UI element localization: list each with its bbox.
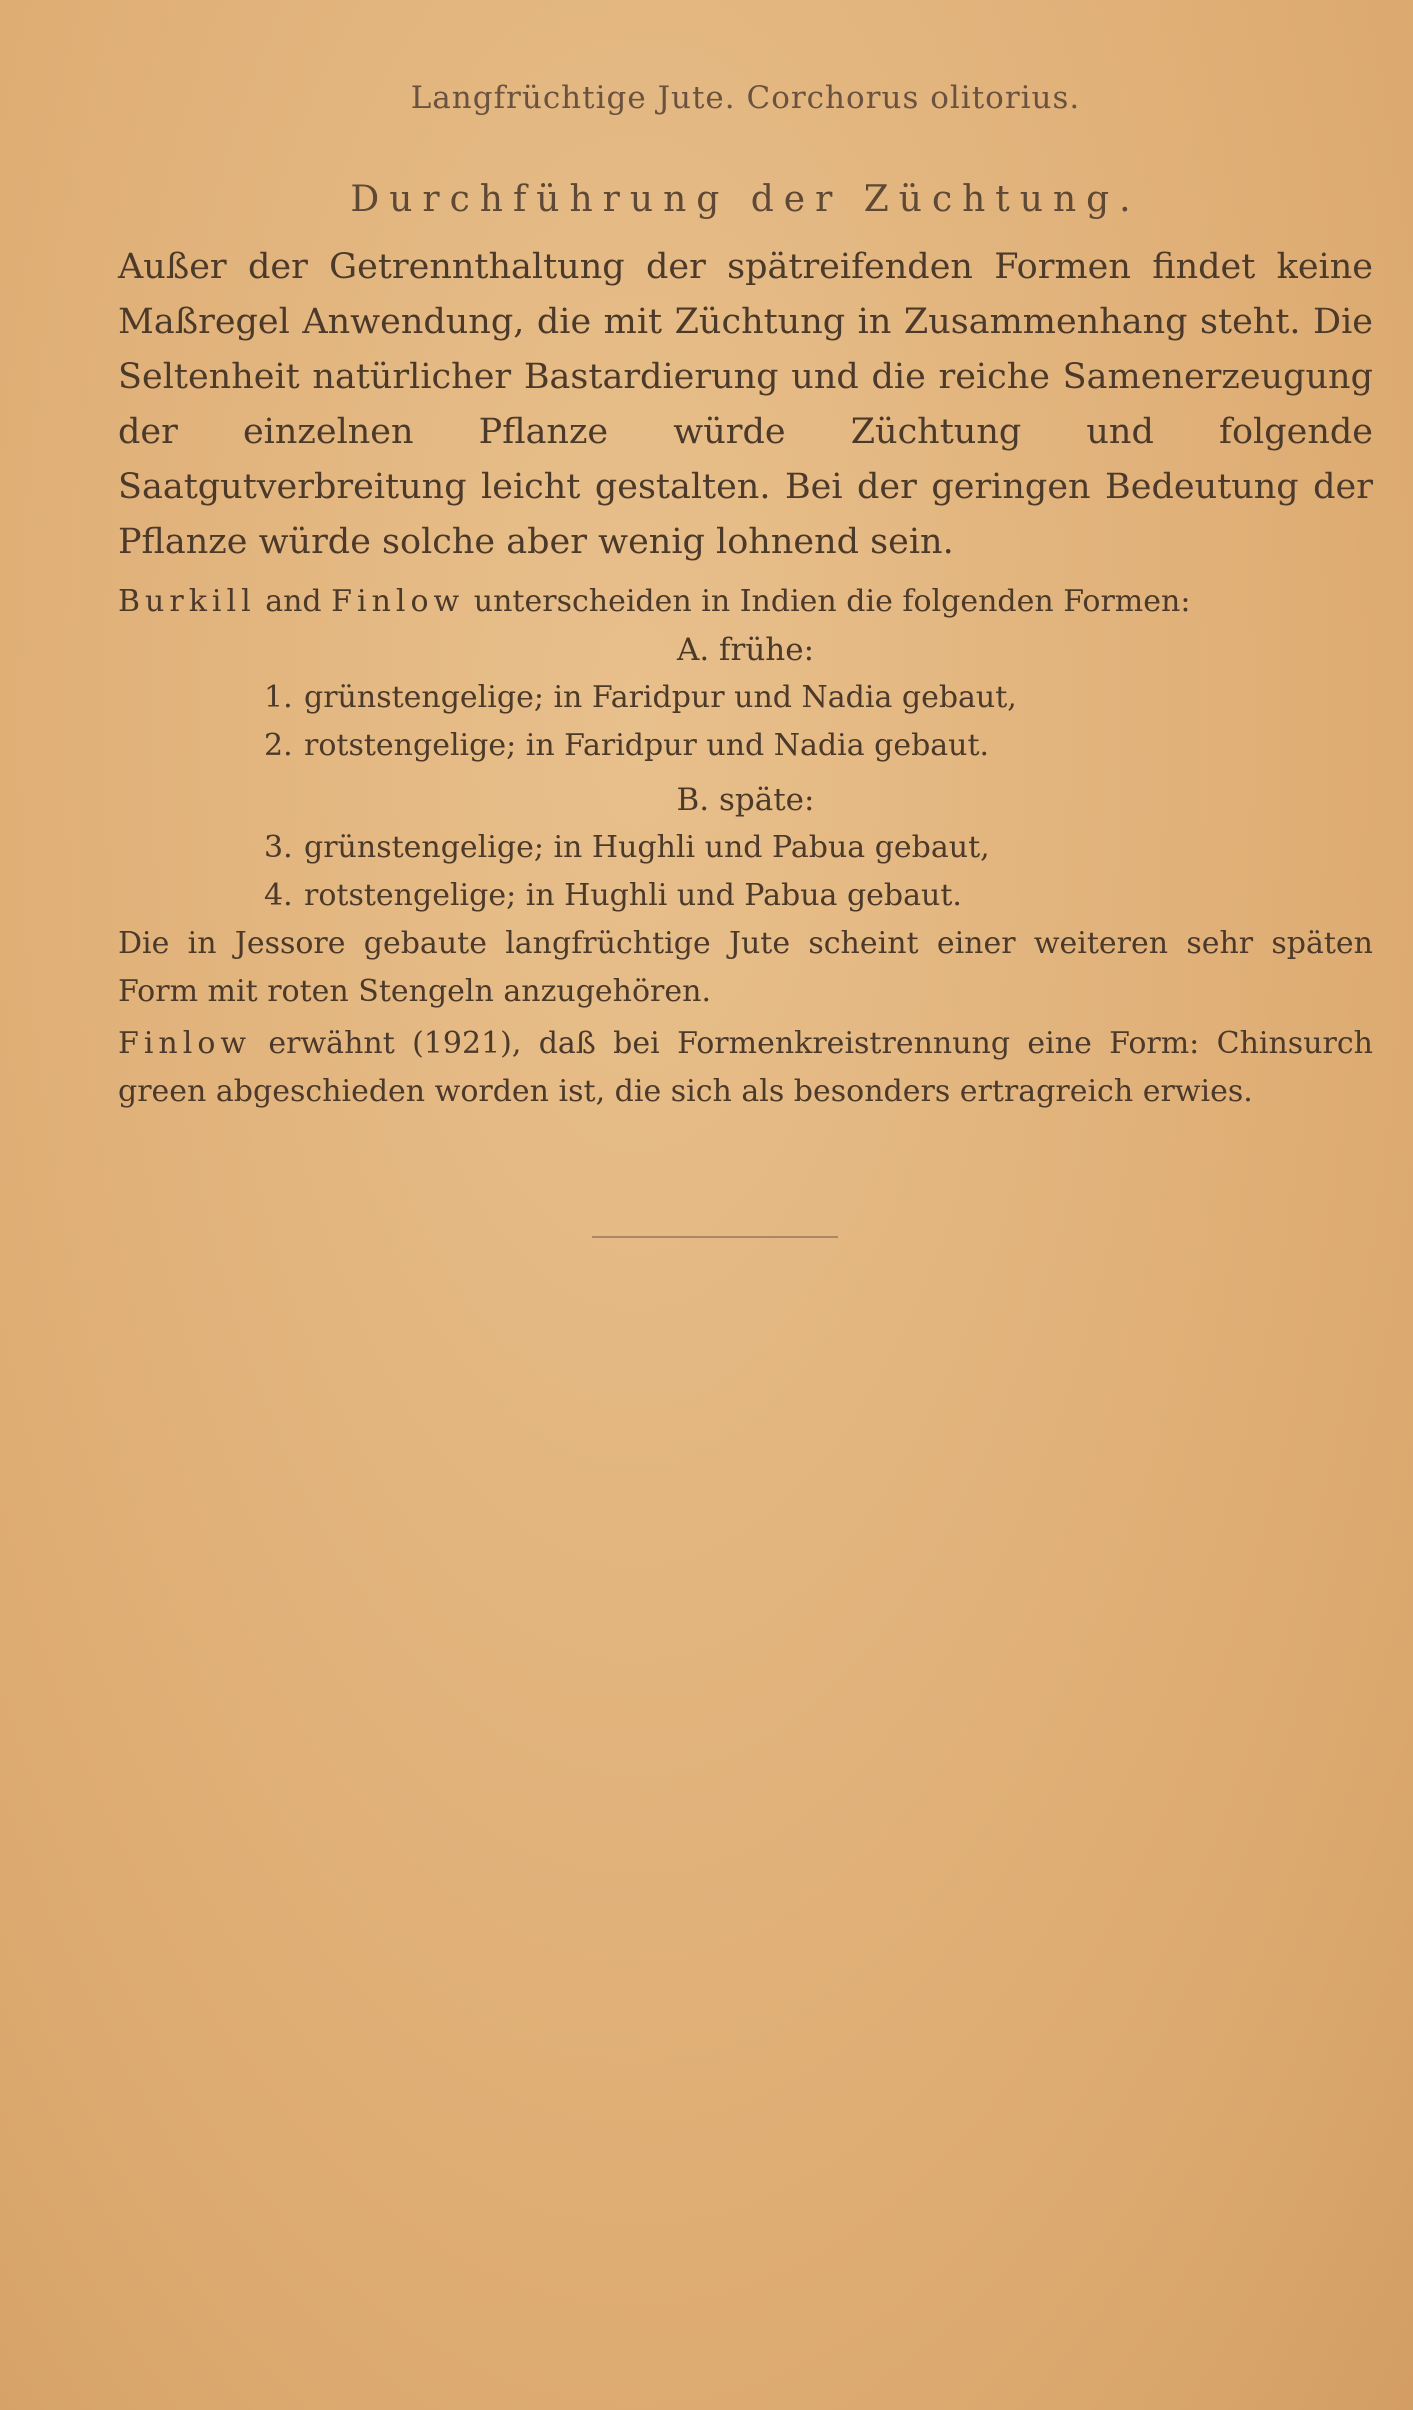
author-finlow: Finlow bbox=[331, 584, 465, 619]
author-finlow-2: Finlow bbox=[118, 1026, 252, 1061]
forms-intro-text: unterscheiden in Indien die folgenden Formen: bbox=[464, 584, 1191, 619]
list-number: 3. bbox=[264, 830, 293, 865]
list-item bbox=[264, 722, 1373, 770]
paragraph-jessore: Die in Jessore gebaute langfrüchtige Jute scheint einer weiteren sehr späten Form mit roten Stengeln anzugehören. bbox=[118, 926, 1373, 1009]
paragraph-breeding: Außer der Getrennthaltung der spätreifenden Formen findet keine Maßregel Anwendung, die mit Züchtung in Zusammenhang steht. Die Seltenheit natürlicher Bastardierung und die reiche Samenerzeugung der einzelnen Pflanze würde Züchtung und folgende Saatgutverbreitung leicht gestalten. Bei der geringen Bedeutung der Pflanze würde solche aber wenig lohnend sein. bbox=[118, 247, 1373, 562]
list-number: 2. bbox=[264, 728, 293, 763]
list-item bbox=[264, 674, 1373, 722]
running-head: Langfrüchtige Jute. Corchorus olitorius. bbox=[410, 80, 1081, 116]
finlow-text: erwähnt (1921), daß bei Formenkreistrennung eine Form: Chinsurch green abgeschieden worden ist, die sich als besonders ertragreich erwies. bbox=[118, 1026, 1373, 1109]
list-text: grünstengelige; in Faridpur und Nadia gebaut, bbox=[304, 680, 1017, 715]
list-item bbox=[264, 872, 1373, 920]
author-burkill: Burkill bbox=[118, 584, 256, 619]
group-a-heading: A. frühe: bbox=[676, 632, 815, 668]
list-text: rotstengelige; in Faridpur und Nadia gebaut. bbox=[304, 728, 990, 763]
list-text: rotstengelige; in Hughli und Pabua gebaut. bbox=[304, 878, 962, 913]
group-b-heading: B. späte: bbox=[676, 782, 815, 818]
paragraph-forms-intro bbox=[118, 578, 1373, 626]
paragraph-finlow bbox=[118, 1020, 1373, 1116]
list-text: grünstengelige; in Hughli und Pabua gebaut, bbox=[304, 830, 990, 865]
list-item bbox=[264, 824, 1373, 872]
list-number: 4. bbox=[264, 878, 293, 913]
page-text bbox=[118, 60, 1373, 1116]
connector-and: and bbox=[255, 584, 332, 619]
section-divider bbox=[592, 1236, 838, 1238]
section-title: Durchführung der Züchtung. bbox=[350, 179, 1141, 220]
list-number: 1. bbox=[264, 680, 293, 715]
